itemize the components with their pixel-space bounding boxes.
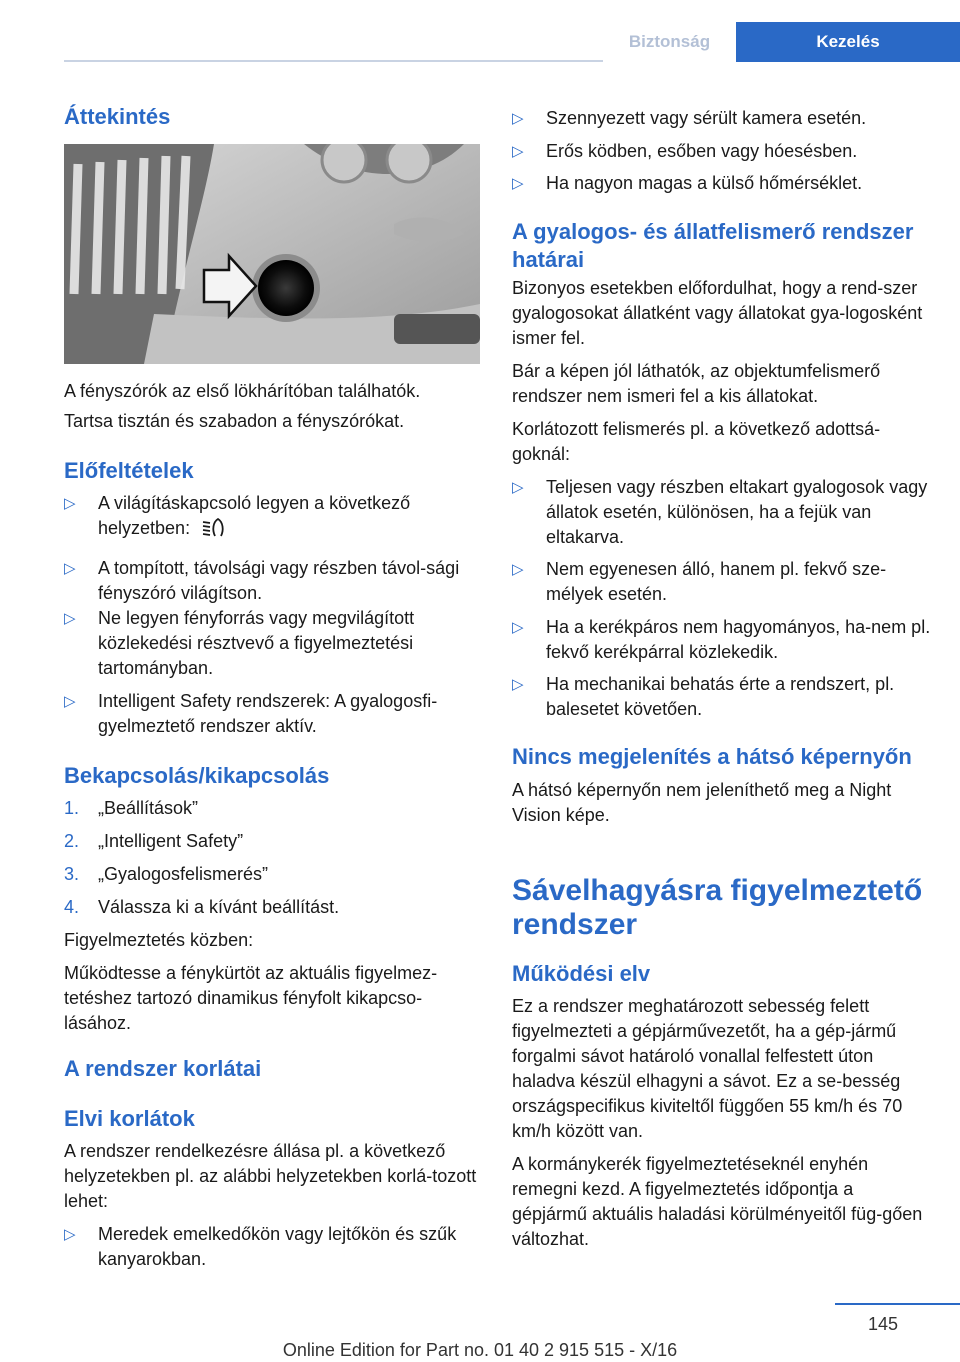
detection-paragraph-2: Bár a képen jól láthatók, az objektumfelismerő rendszer nem ismeri fel a kis állatokat. bbox=[512, 361, 881, 406]
list-item: ▷ A tompított, távolsági vagy részben távol-sági fényszóró világítson. bbox=[64, 558, 460, 603]
triangle-bullet-icon: ▷ bbox=[64, 1226, 76, 1243]
triangle-bullet-icon: ▷ bbox=[64, 693, 76, 710]
heading-prerequisites: Előfeltételek bbox=[64, 458, 194, 483]
list-item: ▷ Ne legyen fényforrás vagy megvilágított közlekedési résztvevő a figyelmeztetési tartományban. bbox=[64, 608, 415, 678]
heading-overview: Áttekintés bbox=[64, 104, 171, 129]
lane-paragraph-1: Ez a rendszer meghatározott sebesség felett figyelmezteti a gépjárművezetőt, ha a gép-jármű forgalmi sávot határoló vonallal felfestett úton haladva készül elhagyni a sávot. Ez a se-besség országspecifikus kiviteltől függően 55 km/h és 70 km/h között van. bbox=[512, 996, 903, 1141]
heading-detection-limits: A gyalogos- és állatfelismerő rendszer határai bbox=[512, 219, 914, 272]
footer-edition: Online Edition for Part no. 01 40 2 915 515 - X/16 bbox=[282, 1340, 678, 1360]
warning-text: Működtesse a fénykürtöt az aktuális figyelmez-tetéshez tartozó dinamikus fényfolt kikapcso-lásához. bbox=[64, 963, 438, 1033]
triangle-bullet-icon: ▷ bbox=[512, 619, 524, 636]
warning-during-label: Figyelmeztetés közben: bbox=[64, 930, 254, 950]
list-item: ▷ Ha mechanikai behatás érte a rendszert, pl. balesetet követően. bbox=[512, 674, 895, 719]
no-display-text: A hátsó képernyőn nem jeleníthető meg a Night Vision képe. bbox=[512, 780, 892, 825]
headlight-switch-icon bbox=[201, 516, 227, 538]
list-item: ▷ Intelligent Safety rendszerek: A gyalogosfi-gyelmeztető rendszer aktív. bbox=[64, 691, 438, 736]
lane-paragraph-2: A kormánykerék figyelmeztetéseknél enyhén remegni kezd. A figyelmeztetés időpontja a gépjármű aktuális haladási körülményeitől füg-gően változhat. bbox=[512, 1154, 923, 1249]
list-item: ▷ Teljesen vagy részben eltakart gyalogosok vagy állatok esetén, különösen, ha a fejük van eltakarva. bbox=[512, 477, 928, 547]
heading-system-limits: A rendszer korlátai bbox=[64, 1056, 262, 1081]
triangle-bullet-icon: ▷ bbox=[64, 495, 76, 512]
step-item: 2. „Intelligent Safety” bbox=[64, 831, 244, 851]
triangle-bullet-icon: ▷ bbox=[512, 676, 524, 693]
heading-operating-principle: Működési elv bbox=[512, 961, 651, 986]
triangle-bullet-icon: ▷ bbox=[512, 110, 524, 127]
heading-on-off: Bekapcsolás/kikapcsolás bbox=[64, 763, 330, 788]
triangle-bullet-icon: ▷ bbox=[64, 560, 76, 577]
list-item: ▷ Nem egyenesen álló, hanem pl. fekvő sze-mélyek esetén. bbox=[512, 559, 887, 604]
triangle-bullet-icon: ▷ bbox=[512, 561, 524, 578]
triangle-bullet-icon: ▷ bbox=[512, 175, 524, 192]
headlight-photo bbox=[64, 144, 480, 364]
heading-principle-limits: Elvi korlátok bbox=[64, 1106, 195, 1131]
detection-paragraph-3: Korlátozott felismerés pl. a következő adottsá-goknál: bbox=[512, 419, 881, 464]
detection-paragraph-1: Bizonyos esetekben előfordulhat, hogy a rend-szer gyalogosokat állatként vagy állatokat gya-logosként ismer fel. bbox=[512, 278, 923, 348]
step-item: 4. Válassza ki a kívánt beállítást. bbox=[64, 897, 340, 917]
photo-caption-1: A fényszórók az első lökhárítóban találhatók. bbox=[64, 381, 421, 401]
heading-no-display: Nincs megjelenítés a hátsó képernyőn bbox=[512, 744, 912, 769]
list-item: ▷ Szennyezett vagy sérült kamera esetén. bbox=[512, 106, 932, 131]
step-item: 1. „Beállítások” bbox=[64, 798, 199, 818]
page-number: 145 bbox=[867, 1314, 898, 1334]
header-tab-active[interactable]: Kezelés bbox=[736, 22, 960, 62]
list-item: ▷ A világításkapcsoló legyen a következő helyzetben: bbox=[64, 493, 411, 538]
limits-text: A rendszer rendelkezésre állása pl. a következő helyzetekben pl. az alábbi helyzetekben korlá-tozott lehet: bbox=[64, 1141, 477, 1211]
list-item: ▷ Erős ködben, esőben vagy hóesésben. bbox=[512, 139, 932, 164]
list-item: ▷ Meredek emelkedőkön vagy lejtőkön és szűk kanyarokban. bbox=[64, 1224, 457, 1269]
triangle-bullet-icon: ▷ bbox=[512, 143, 524, 160]
heading-lane-departure: Sávelhagyásra figyelmeztető rendszer bbox=[512, 874, 923, 941]
triangle-bullet-icon: ▷ bbox=[512, 479, 524, 496]
photo-caption-2: Tartsa tisztán és szabadon a fényszórókat. bbox=[64, 411, 405, 431]
triangle-bullet-icon: ▷ bbox=[64, 610, 76, 627]
footer-rule bbox=[835, 1303, 960, 1305]
header-tab-section[interactable]: Biztonság bbox=[603, 22, 736, 62]
step-item: 3. „Gyalogosfelismerés” bbox=[64, 864, 269, 884]
list-item: ▷ Ha a kerékpáros nem hagyományos, ha-nem pl. fekvő kerékpárral közlekedik. bbox=[512, 617, 931, 662]
list-item: ▷ Ha nagyon magas a külső hőmérséklet. bbox=[512, 171, 932, 196]
